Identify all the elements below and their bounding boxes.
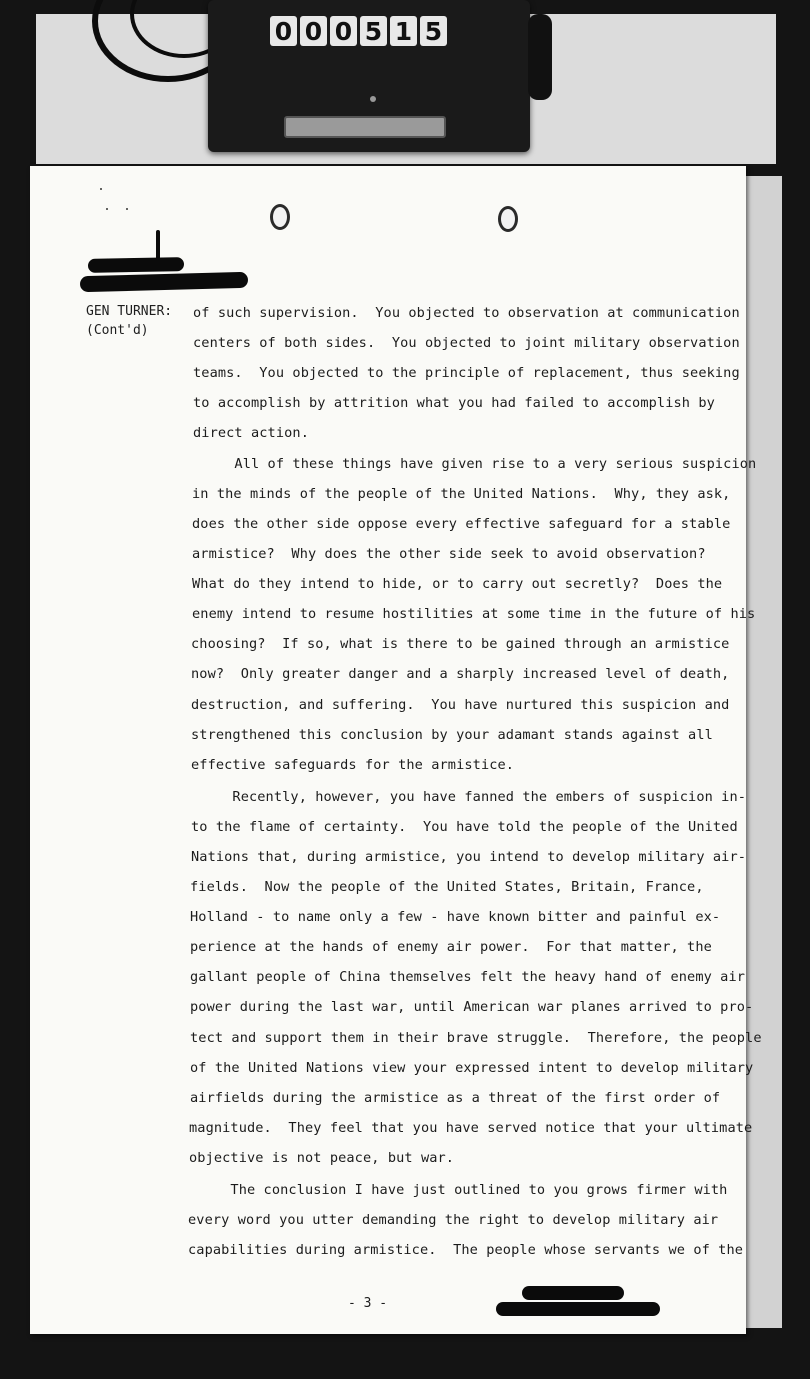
text-line: centers of both sides. You objected to joint military observation [193, 335, 740, 351]
text-line: destruction, and suffering. You have nurtured this suspicion and [191, 697, 730, 713]
text-line: teams. You objected to the principle of replacement, thus seeking [193, 365, 740, 381]
text-line: All of these things have given rise to a very serious suspicion [193, 456, 757, 472]
speaker-continued: (Cont'd) [86, 323, 149, 338]
text-line: strengthened this conclusion by your adamant stands against all [191, 727, 713, 743]
text-line: effective safeguards for the armistice. [191, 757, 515, 773]
text-line: The conclusion I have just outlined to you grows firmer with [189, 1182, 728, 1198]
text-line: Recently, however, you have fanned the embers of suspicion in- [191, 789, 747, 805]
counter-digit: 5 [420, 16, 447, 46]
speaker-name: GEN TURNER: [86, 304, 173, 319]
text-line: objective is not peace, but war. [189, 1150, 455, 1166]
text-line: to accomplish by attrition what you had failed to accomplish by [193, 395, 715, 411]
text-line: capabilities during armistice. The people whose servants we of the [188, 1242, 744, 1258]
redaction-mark-footer-top [522, 1286, 624, 1300]
text-line: of such supervision. You objected to observation at communication [193, 305, 740, 321]
text-line: direct action. [193, 425, 309, 441]
text-line: tect and support them in their brave struggle. Therefore, the people [190, 1030, 762, 1046]
text-line: Holland - to name only a few - have known bitter and painful ex- [190, 909, 721, 925]
text-line: What do they intend to hide, or to carry out secretly? Does the [192, 576, 723, 592]
text-line: does the other side oppose every effective safeguard for a stable [192, 516, 731, 532]
text-line: to the flame of certainty. You have told the people of the United [191, 819, 738, 835]
text-line: armistice? Why does the other side seek to avoid observation? [192, 546, 706, 562]
text-line: magnitude. They feel that you have served notice that your ultimate [189, 1120, 753, 1136]
text-line: power during the last war, until American war planes arrived to pro- [190, 999, 754, 1015]
text-line: now? Only greater danger and a sharply increased level of death, [191, 666, 730, 682]
text-line: Nations that, during armistice, you intend to develop military air- [191, 849, 747, 865]
text-line: airfields during the armistice as a threat of the first order of [190, 1090, 721, 1106]
counter-digit: 0 [270, 16, 297, 46]
text-line: fields. Now the people of the United States, Britain, France, [190, 879, 704, 895]
text-line: every word you utter demanding the right to develop military air [188, 1212, 719, 1228]
redaction-mark-footer-bottom [496, 1302, 660, 1316]
text-line: choosing? If so, what is there to be gained through an armistice [191, 636, 730, 652]
text-line: enemy intend to resume hostilities at some time in the future of his [192, 606, 756, 622]
text-line: perience at the hands of enemy air power. For that matter, the [190, 939, 712, 955]
text-line: of the United Nations view your expressed intent to develop military [190, 1060, 754, 1076]
counter-digit: 0 [300, 16, 327, 46]
counter-digit: 0 [330, 16, 357, 46]
text-line: in the minds of the people of the United Nations. Why, they ask, [192, 486, 731, 502]
text-line: gallant people of China themselves felt the heavy hand of enemy air [190, 969, 746, 985]
counter-digit: 1 [390, 16, 417, 46]
counter-digit: 5 [360, 16, 387, 46]
page-number: - 3 - [348, 1296, 388, 1311]
